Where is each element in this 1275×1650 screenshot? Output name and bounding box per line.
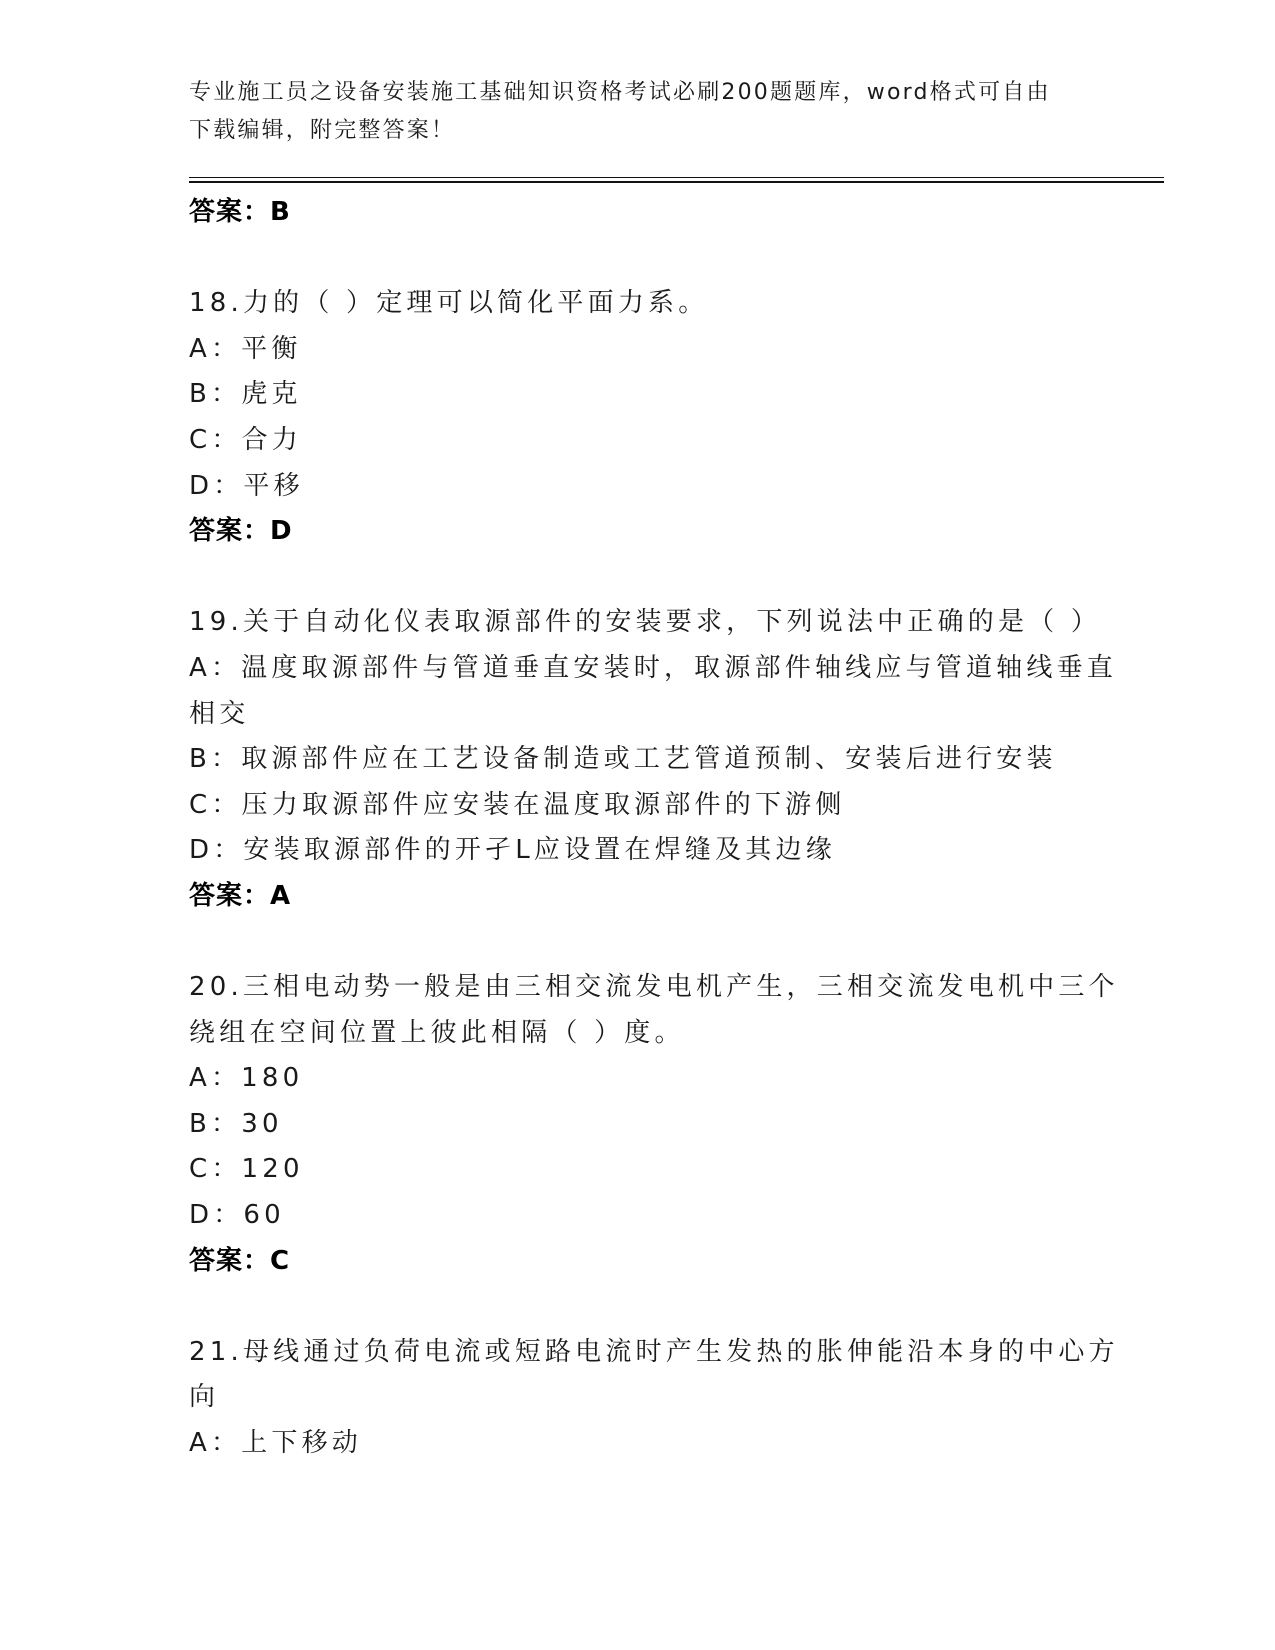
question-stem: 19.关于自动化仪表取源部件的安装要求，下列说法中正确的是（ ） — [189, 607, 1102, 638]
question-19 — [189, 600, 1117, 919]
question-stem-continuation: 向 — [189, 1382, 220, 1413]
header-line-1: 专业施工员之设备安装施工基础知识资格考试必刷200题题库，word格式可自由 — [189, 80, 1051, 105]
spacer — [189, 1284, 1089, 1330]
question-stem: 21.母线通过负荷电流或短路电流时产生发热的胀伸能沿本身的中心方 — [189, 1336, 1119, 1367]
answer-line: 答案：A — [189, 880, 292, 911]
question-20 — [189, 965, 1119, 1284]
option-a: A：温度取源部件与管道垂直安装时，取源部件轴线应与管道轴线垂直 — [189, 652, 1117, 683]
option-c: C：合力 — [189, 424, 302, 455]
spacer — [189, 236, 1089, 282]
spacer — [189, 920, 1089, 966]
answer-line: 答案：D — [189, 516, 293, 547]
question-stem: 18.力的（ ）定理可以简化平面力系。 — [189, 288, 709, 319]
option-c: C：120 — [189, 1154, 304, 1185]
option-d: D：60 — [189, 1200, 285, 1231]
option-a: A：180 — [189, 1063, 304, 1094]
header-line-2: 下载编辑，附完整答案！ — [189, 118, 456, 143]
option-d: D：安装取源部件的开孑L应设置在焊缝及其边缘 — [189, 835, 836, 866]
option-d: D：平移 — [189, 470, 304, 501]
answer-line: 答案：B — [189, 197, 291, 227]
question-stem-continuation: 绕组在空间位置上彼此相隔（ ）度。 — [189, 1017, 685, 1048]
option-a: A：平衡 — [189, 333, 302, 364]
header-divider-thin — [189, 177, 1164, 178]
question-list — [189, 190, 1119, 1467]
option-b: B：虎克 — [189, 379, 302, 410]
option-a: A：上下移动 — [189, 1428, 362, 1459]
option-b: B：取源部件应在工艺设备制造或工艺管道预制、安装后进行安装 — [189, 744, 1057, 775]
question-stem: 20.三相电动势一般是由三相交流发电机产生，三相交流发电机中三个 — [189, 972, 1119, 1003]
spacer — [189, 555, 1089, 601]
option-a-continuation: 相交 — [189, 698, 250, 729]
question-21 — [189, 1330, 1119, 1467]
question-18 — [189, 281, 1089, 555]
option-c: C：压力取源部件应安装在温度取源部件的下游侧 — [189, 789, 846, 820]
header-divider-thick — [189, 181, 1164, 183]
option-b: B：30 — [189, 1108, 283, 1139]
document-header — [189, 74, 1089, 150]
answer-line: 答案：C — [189, 1245, 291, 1276]
